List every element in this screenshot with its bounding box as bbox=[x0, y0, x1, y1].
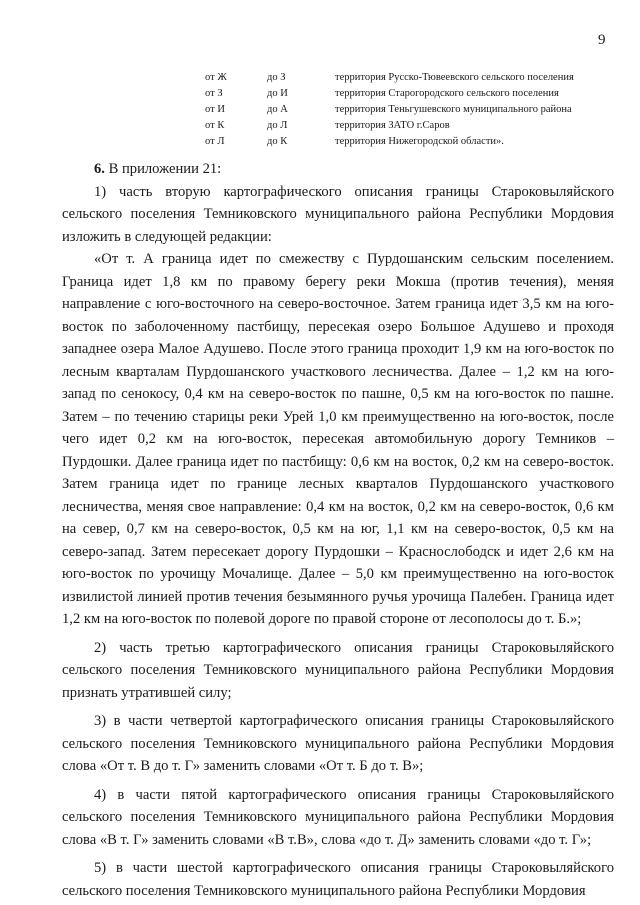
from-point: от К bbox=[205, 120, 225, 131]
page-number: 9 bbox=[598, 32, 606, 48]
from-point: от З bbox=[205, 88, 223, 99]
section-number: 6. bbox=[94, 161, 105, 177]
boundary-route-table bbox=[205, 70, 574, 150]
to-point: до Л bbox=[267, 120, 288, 131]
section-heading bbox=[62, 158, 614, 181]
table-row bbox=[205, 118, 574, 134]
territory-name: территория Теньгушевского муниципального района bbox=[335, 104, 572, 115]
territory-name: территория Нижегородской области». bbox=[335, 136, 504, 147]
paragraph-item-1: 1) часть вторую картографического описания границы Староковыляйского сельского поселения Темниковского муниципального района Республики Мордовия изложить в следующей редакции: bbox=[62, 183, 614, 245]
paragraph-item-5: 5) в части шестой картографического описания границы Староковыляйского сельского поселения Темниковского муниципального района Республики Мордовия bbox=[62, 860, 614, 899]
to-point: до К bbox=[267, 136, 288, 147]
table-row bbox=[205, 86, 574, 102]
to-point: до И bbox=[267, 88, 288, 99]
document-body bbox=[62, 158, 614, 902]
table-row bbox=[205, 70, 574, 86]
paragraph-item-2: 2) часть третью картографического описания границы Староковыляйского сельского поселения Темниковского муниципального района Республики Мордовия признать утратившей силу; bbox=[62, 639, 614, 701]
table-row bbox=[205, 102, 574, 118]
territory-name: территория ЗАТО г.Саров bbox=[335, 120, 450, 131]
territory-name: территория Русско-Тювеевского сельского поселения bbox=[335, 72, 574, 83]
from-point: от Л bbox=[205, 136, 225, 147]
paragraph-item-4: 4) в части пятой картографического описания границы Староковыляйского сельского поселения Темниковского муниципального района Республики Мордовия слова «В т. Г» заменить словами «В т.В», слова «до т. Д» заменить словами «до т. Г»; bbox=[62, 786, 614, 848]
from-point: от И bbox=[205, 104, 225, 115]
to-point: до А bbox=[267, 104, 288, 115]
paragraph-quote-boundary-description: «От т. А граница идет по смежеству с Пурдошанским сельским поселением. Граница идет 1,8 км по правому берегу реки Мокша (против течения), меняя направление с юго-восточного на северо-восточное. Затем граница идет 3,5 км на юго-восток по заболоченному пастбищу, пересекая озеро Большое Адушево и проходя западнее озера Малое Адушево. После этого граница проходит 1,9 км на юго-восток по лесным кварталам Пурдошанского участкового лесничества. Далее – 1,2 км на юго-запад по сенокосу, 0,4 км на северо-восток по пашне, 0,5 км на юго-восток по пашне. Затем – по течению старицы реки Урей 1,0 км преимущественно на юго-восток, после чего идет 0,2 км на юго-восток, пересекая автомобильную дорогу Темников – Пурдошки. Далее граница идет по пастбищу: 0,6 км на восток, 0,2 км на северо-восток. Затем граница идет по границе лесных кварталов Пурдошанского участкового лесничества, меняя свое направление: 0,4 км на восток, 0,2 км на северо-восток, 0,6 км на север, 0,7 км на северо-восток, 0,5 км на юг, 1,1 км на северо-восток, 0,5 км на северо-запад. Затем пересекает дорогу Пурдошки – Краснослободск и идет 2,6 км на юго-восток по урочищу Мочалище. Далее – 5,0 км преимущественно на юго-восток извилистой линией против течения безымянного ручья урочища Палебен. Граница идет 1,2 км на юго-восток по полевой дороге по правой стороне от лесополосы до т. Б.»; bbox=[62, 251, 614, 627]
paragraph-item-3: 3) в части четвертой картографического описания границы Староковыляйского сельского поселения Темниковского муниципального района Республики Мордовия слова «От т. В до т. Г» заменить словами «От т. Б до т. В»; bbox=[62, 713, 614, 774]
table-row bbox=[205, 134, 574, 150]
section-title: В приложении 21: bbox=[104, 161, 222, 177]
territory-name: территория Старогородского сельского поселения bbox=[335, 88, 559, 99]
from-point: от Ж bbox=[205, 72, 227, 83]
to-point: до З bbox=[267, 72, 286, 83]
